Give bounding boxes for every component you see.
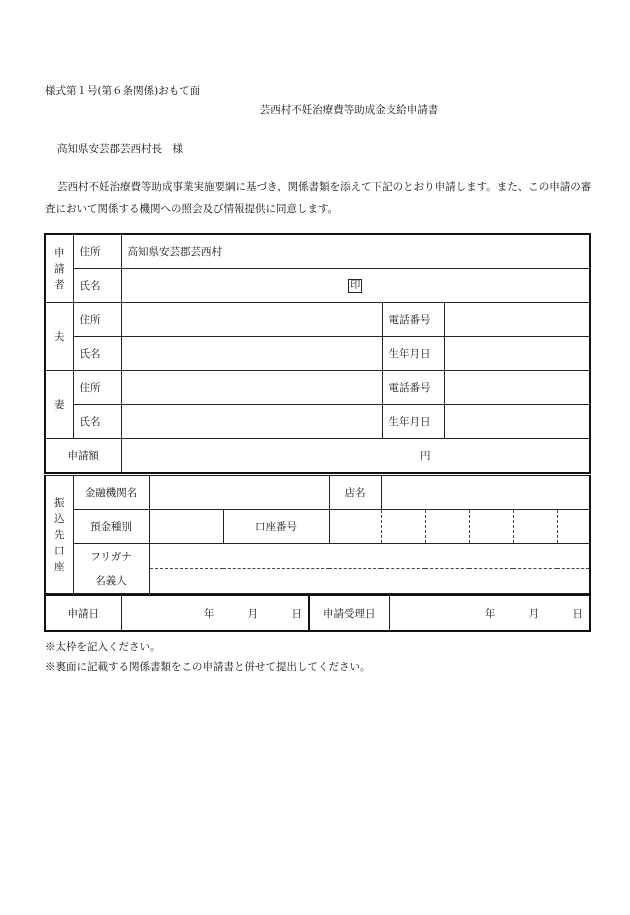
addressee: 高知県安芸郡芸西村長 様 xyxy=(57,143,183,155)
wife-address-label: 住所 xyxy=(73,371,121,405)
note-thick-border: ※太枠を記入ください。 xyxy=(45,641,161,653)
wife-phone-label: 電話番号 xyxy=(382,371,444,405)
wife-birth-label: 生年月日 xyxy=(382,405,444,439)
wife-address-field[interactable] xyxy=(121,371,382,405)
applicant-address-label: 住所 xyxy=(73,234,121,269)
applicant-name-label: 氏名 xyxy=(73,269,121,303)
amount-unit: 円 xyxy=(420,450,431,462)
apply-year: 年 xyxy=(203,607,215,620)
dates-table xyxy=(44,594,591,632)
applicant-address-row xyxy=(45,234,590,269)
furigana-label: フリガナ xyxy=(73,544,149,569)
holder-row xyxy=(45,569,590,594)
wife-name-field[interactable] xyxy=(121,405,382,439)
document-title-text: 芸西村不妊治療費等助成金支給申請書 xyxy=(259,104,439,116)
transfer-account-table xyxy=(44,475,591,594)
husband-group-label: 夫 xyxy=(45,303,73,371)
furigana-row xyxy=(45,544,590,569)
transfer-group-label: 振 込 先 口 座 xyxy=(45,476,73,594)
statement-paragraph: 芸西村不妊治療費等助成事業実施要綱に基づき、関係書類を添えて下記のとおり申請します。また、この申請の審査において関係する機関への照会及び情報提供に同意します。 xyxy=(45,181,592,215)
account-type-field[interactable] xyxy=(149,510,223,544)
wife-group-label: 妻 xyxy=(45,371,73,439)
received-month: 月 xyxy=(528,607,540,620)
husband-name-row xyxy=(45,337,590,371)
form-id: 様式第１号(第６条関係)おもて面 xyxy=(45,85,201,97)
account-digit-1[interactable] xyxy=(329,510,381,544)
amount-label: 申請額 xyxy=(45,439,121,474)
wife-name-row xyxy=(45,405,590,439)
husband-address-row xyxy=(45,303,590,337)
holder-label: 名義人 xyxy=(73,569,149,594)
received-date-label: 申請受理日 xyxy=(309,595,389,631)
account-type-label: 預金種別 xyxy=(73,510,149,544)
received-date-field[interactable] xyxy=(389,595,590,631)
application-form-table xyxy=(44,233,591,474)
apply-date-field[interactable] xyxy=(121,595,309,631)
furigana-field[interactable] xyxy=(149,544,590,569)
branch-field[interactable] xyxy=(381,476,590,510)
applicant-group-label: 申 請 者 xyxy=(45,234,73,303)
wife-birth-field[interactable] xyxy=(444,405,590,439)
amount-field[interactable] xyxy=(121,439,590,474)
account-digit-3[interactable] xyxy=(425,510,469,544)
applicant-address-field[interactable]: 高知県安芸郡芸西村 xyxy=(121,234,590,269)
account-digit-6[interactable] xyxy=(557,510,590,544)
amount-row xyxy=(45,439,590,474)
account-no-label: 口座番号 xyxy=(223,510,329,544)
apply-day: 日 xyxy=(291,607,302,620)
husband-birth-field[interactable] xyxy=(444,337,590,371)
wife-phone-field[interactable] xyxy=(444,371,590,405)
holder-field[interactable] xyxy=(149,569,590,594)
bank-row xyxy=(45,476,590,510)
husband-address-label: 住所 xyxy=(73,303,121,337)
received-day: 日 xyxy=(572,607,583,620)
apply-month: 月 xyxy=(247,607,259,620)
wife-name-label: 氏名 xyxy=(73,405,121,439)
husband-address-field[interactable] xyxy=(121,303,382,337)
bank-label: 金融機関名 xyxy=(73,476,149,510)
account-digit-2[interactable] xyxy=(381,510,425,544)
apply-date-label: 申請日 xyxy=(45,595,121,631)
seal-mark: 印 xyxy=(350,279,361,291)
account-digit-5[interactable] xyxy=(513,510,557,544)
document-title xyxy=(0,104,630,117)
applicant-name-row xyxy=(45,269,590,303)
received-year: 年 xyxy=(484,607,496,620)
wife-address-row xyxy=(45,371,590,405)
account-row xyxy=(45,510,590,544)
husband-phone-field[interactable] xyxy=(444,303,590,337)
note-attachments: ※裏面に記載する関係書類をこの申請書と併せて提出してください。 xyxy=(45,661,371,673)
account-digit-4[interactable] xyxy=(469,510,513,544)
husband-name-field[interactable] xyxy=(121,337,382,371)
bank-field[interactable] xyxy=(149,476,329,510)
husband-birth-label: 生年月日 xyxy=(382,337,444,371)
applicant-name-field[interactable] xyxy=(121,269,590,303)
dates-row xyxy=(45,595,590,631)
husband-name-label: 氏名 xyxy=(73,337,121,371)
branch-label: 店名 xyxy=(329,476,381,510)
husband-phone-label: 電話番号 xyxy=(382,303,444,337)
